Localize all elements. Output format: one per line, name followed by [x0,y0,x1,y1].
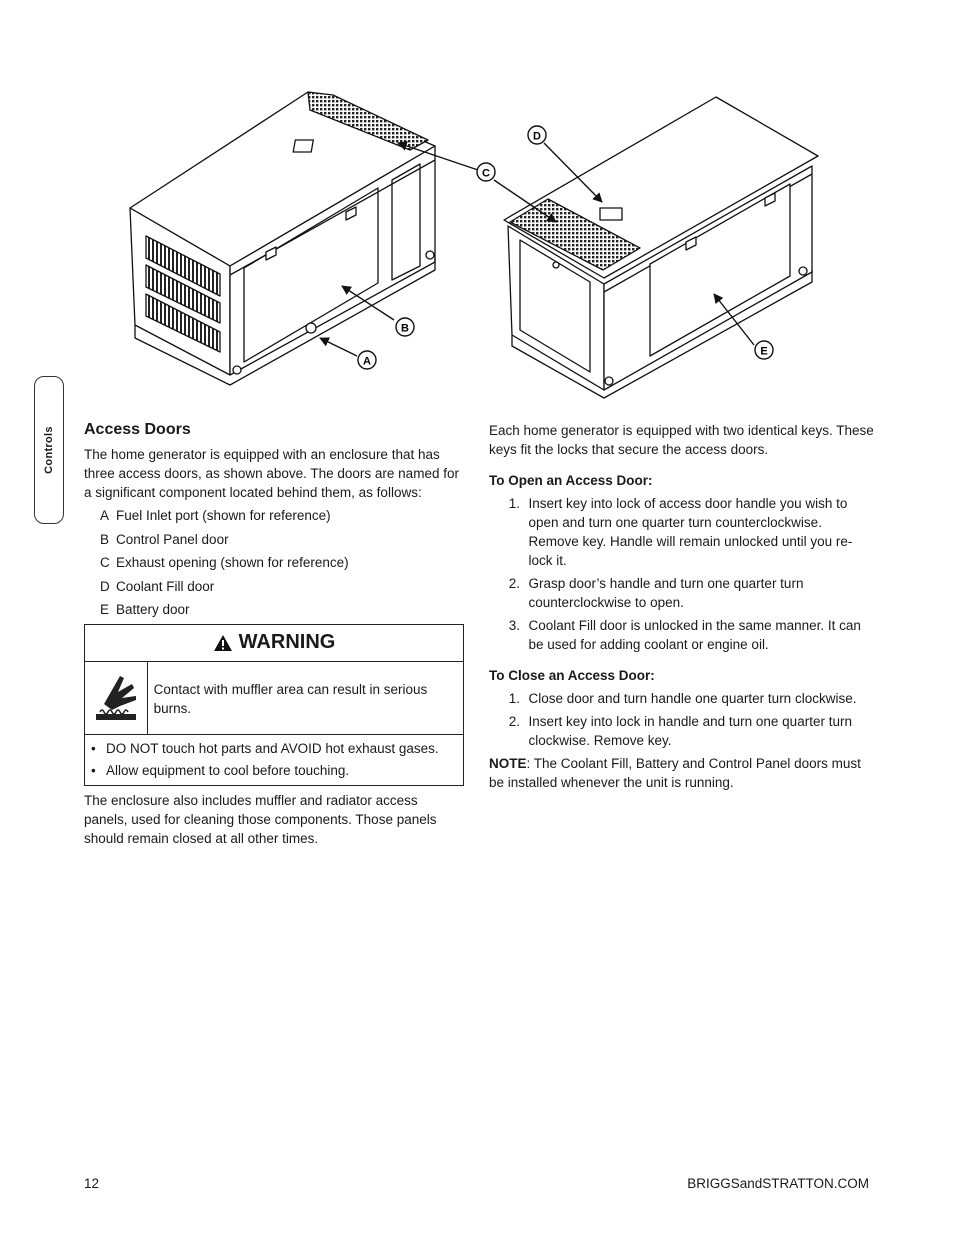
warning-box [84,624,464,786]
door-list [100,506,464,619]
svg-text:C: C [482,167,490,180]
callout-d [528,126,546,144]
right-column [489,421,874,792]
hot-surface-hand-icon [85,662,148,734]
step-number: 2. [508,714,520,729]
door-name: Fuel Inlet port (shown for reference) [116,508,331,523]
open-door-steps [489,494,874,654]
door-name: Control Panel door [116,531,229,547]
note-label: NOTE [489,756,527,771]
door-list-item [100,506,464,525]
svg-text:E: E [760,345,768,358]
warning-header [85,625,463,662]
warning-message: Contact with muffler area can result in serious burns. [153,681,428,716]
svg-text:B: B [401,322,409,335]
access-doors-heading: Access Doors [84,421,191,438]
generator-left [130,92,435,385]
warning-title: WARNING [238,631,336,653]
door-name: Exhaust opening (shown for reference) [116,555,349,570]
enclosure-paragraph: The enclosure also includes muffler and radiator access panels, used for cleaning those components. Those panels should remain closed at all other times. [84,792,437,846]
callout-b [396,318,414,336]
door-name: Coolant Fill door [116,578,215,594]
step-number: 3. [508,618,520,633]
door-letter: E [100,602,110,617]
generator-enclosure-figure [0,0,954,400]
keys-paragraph: Each home generator is equipped with two identical keys. These keys fit the locks that secure the access doors. [489,423,874,457]
step-number: 1. [508,691,520,706]
warning-bullet: • DO NOT touch hot parts and AVOID hot exhaust gases. [91,739,457,758]
note-paragraph [489,754,874,792]
close-step [489,712,874,750]
door-letter: A [100,508,110,523]
step-text: Coolant Fill door is unlocked in the same manner. It can be used for adding coolant or engine oil. [528,618,861,652]
svg-text:A: A [363,355,371,368]
door-letter: D [100,578,110,594]
note-text: : The Coolant Fill, Battery and Control Panel doors must be installed whenever the unit is running. [489,756,861,790]
warning-bullet: • Allow equipment to cool before touching. [91,761,457,780]
step-text: Close door and turn handle one quarter turn clockwise. [528,691,857,706]
close-door-heading: To Close an Access Door: [489,668,655,683]
step-number: 2. [508,576,520,591]
door-list-item [100,553,464,572]
close-door-steps [489,689,874,750]
side-tab-label: Controls [43,426,55,474]
door-name: Battery door [116,602,190,617]
door-letter: B [100,531,110,547]
door-letter: C [100,555,110,570]
step-text: Insert key into lock in handle and turn one quarter turn clockwise. Remove key. [528,714,852,748]
door-list-item [100,577,464,596]
warning-triangle-icon [213,634,233,652]
callout-a [358,351,376,369]
callout-c [477,163,495,181]
close-step [489,689,874,708]
warning-message-row [85,662,463,735]
callout-e [755,341,773,359]
door-list-item [100,530,464,549]
open-door-heading: To Open an Access Door: [489,473,653,488]
door-list-item [100,600,464,619]
section-side-tab [34,376,64,524]
step-text: Grasp door’s handle and turn one quarter turn counterclockwise to open. [528,576,804,610]
footer-website: BRIGGSandSTRATTON.COM [687,1176,869,1191]
open-step [489,494,874,570]
left-column [84,421,464,848]
step-number: 1. [508,496,520,511]
page-number: 12 [84,1176,100,1191]
open-step [489,574,874,612]
access-doors-intro: The home generator is equipped with an enclosure that has three access doors, as shown above. The doors are named for a significant component located behind them, as follows: [84,447,459,500]
svg-text:D: D [533,130,541,143]
open-step [489,616,874,654]
step-text: Insert key into lock of access door handle you wish to open and turn one quarter turn counterclockwise. Remove key. Handle will remain unlocked until you re-lock it. [528,496,853,568]
warning-bullets [85,735,463,785]
